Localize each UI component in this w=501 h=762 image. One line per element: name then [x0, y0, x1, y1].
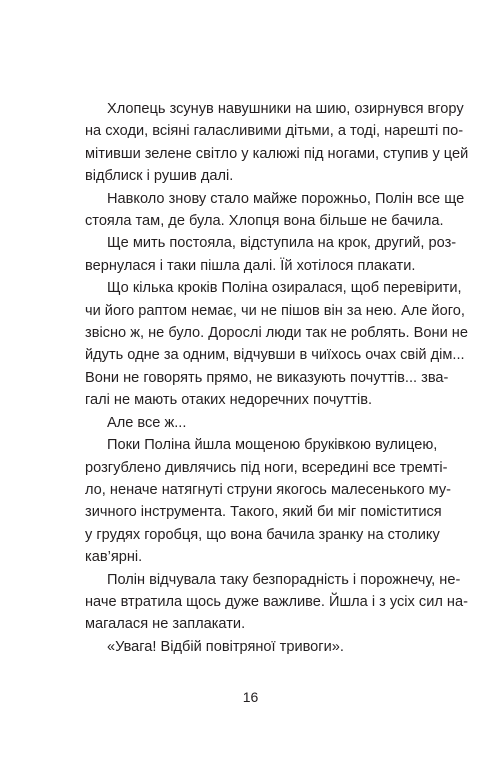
text-line: звісно ж, не було. Дорослі люди так не роблять. Вони не	[85, 325, 468, 342]
text-line: Вони не говорять прямо, не виказують почуттів... зва-	[85, 369, 449, 386]
text-line: Що кілька кроків Поліна озиралася, щоб перевірити,	[107, 280, 462, 297]
text-line: стояла там, де була. Хлопця вона більше не бачила.	[85, 213, 444, 230]
text-line: галі не мають отаких недоречних почуттів.	[85, 392, 373, 409]
paragraph-6	[85, 434, 451, 568]
text-line: на сходи, всіяні галасливими дітьми, а тоді, нарешті по-	[85, 123, 464, 140]
body-text	[85, 98, 469, 658]
text-line: чи його раптом немає, чи не пішов він за нею. Але його,	[85, 302, 465, 319]
text-line: Полін відчувала таку безпорадність і порожнечу, не-	[107, 571, 461, 588]
paragraph-7	[85, 569, 468, 636]
text-line: Навколо знову стало майже порожньо, Полін все ще	[107, 190, 465, 207]
paragraph-4	[85, 277, 468, 411]
text-line: мітивши зелене світло у калюжі під ногами, ступив у цей	[85, 145, 469, 162]
text-line: у грудях горобця, що вона бачила зранку на столику	[85, 526, 440, 543]
text-line: Хлопець зсунув навушники на шию, озирнувся вгору	[107, 101, 464, 117]
paragraph-8	[85, 636, 417, 658]
text-line: Поки Поліна йшла мощеною бруківкою вулицею,	[107, 437, 438, 454]
text-line: наче втратила щось дуже важливе. Йшла і з усіх сил на-	[85, 593, 468, 610]
text-line: Ще мить постояла, відступила на крок, другий, роз-	[107, 235, 457, 252]
text-line: Але все ж...	[107, 414, 187, 431]
text-line: «Увага! Відбій повітряної тривоги».	[107, 638, 344, 655]
paragraph-1	[85, 98, 469, 188]
paragraph-5	[85, 412, 417, 434]
text-line: кав’ярні.	[85, 549, 143, 566]
paragraph-3	[85, 232, 457, 277]
text-line: вернулася і таки пішла далі. Їй хотілося плакати.	[85, 257, 416, 274]
paragraph-2	[85, 188, 465, 233]
text-line: йдуть одне за одним, відчувши в чиїхось очах свій дім...	[85, 347, 465, 364]
page-number: 16	[242, 689, 259, 705]
text-line: ло, неначе натягнуті струни якогось малесенького му-	[85, 481, 451, 498]
text-line: зичного інструмента. Такого, який би міг поміститися	[85, 504, 442, 521]
text-line: магалася не заплакати.	[85, 616, 246, 633]
text-line: відблиск і рушив далі.	[85, 168, 234, 185]
text-line: розгублено дивлячись під ноги, всередині все тремті-	[85, 459, 448, 476]
